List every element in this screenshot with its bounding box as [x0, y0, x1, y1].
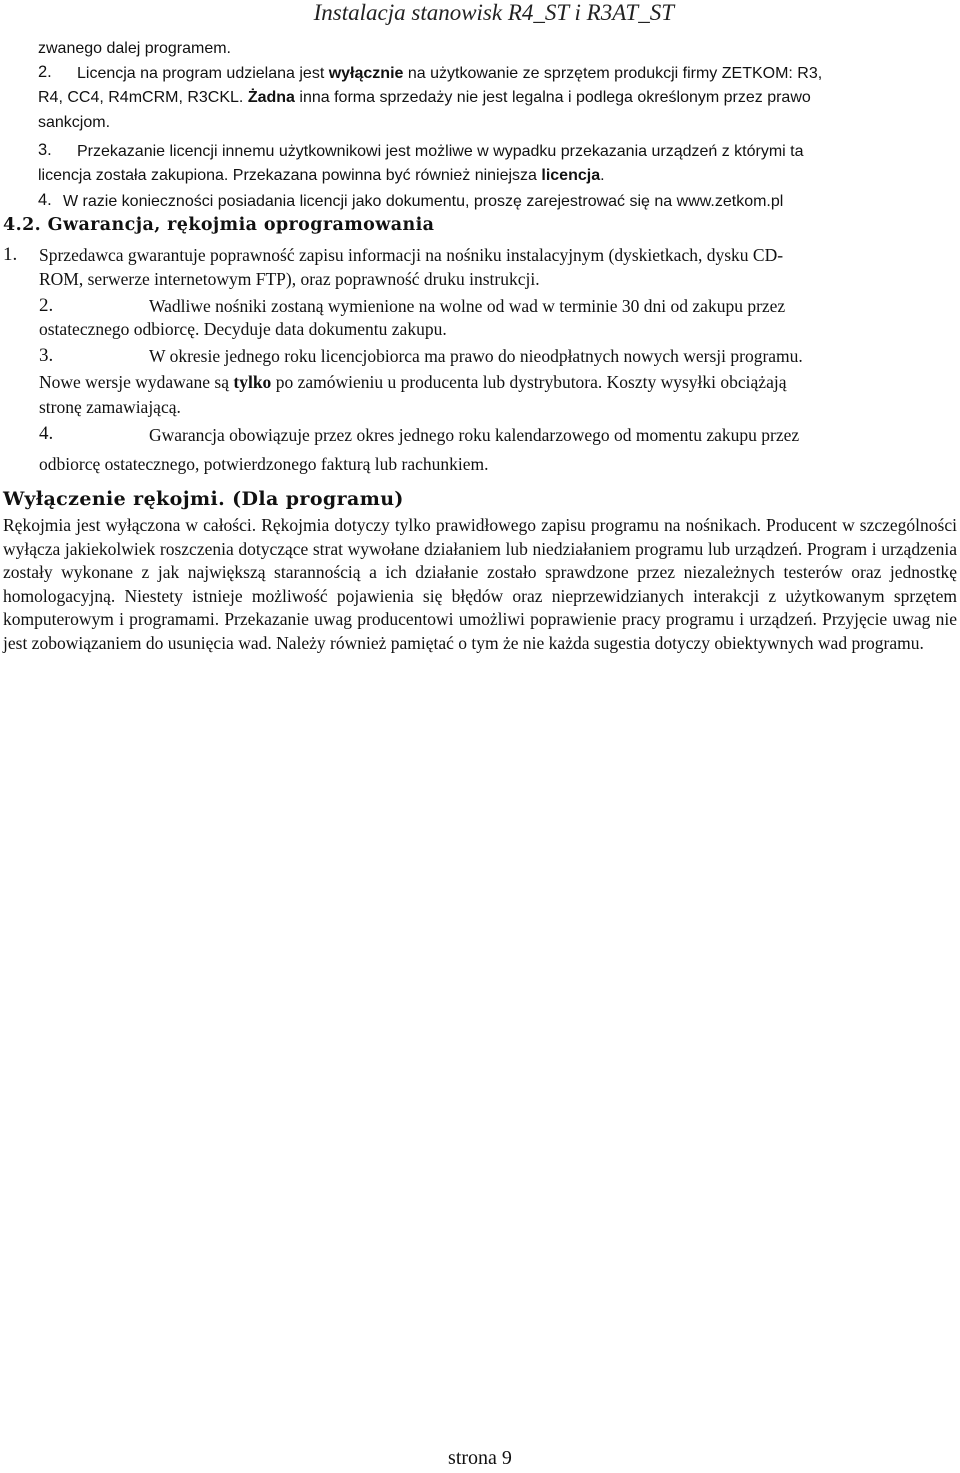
list-item-line: Gwarancja obowiązuje przez okres jednego roku kalendarzowego od momentu zakupu przez: [149, 425, 800, 445]
item-number: 4.: [38, 191, 52, 209]
list-item-line: sankcjom.: [38, 114, 111, 131]
exclusion-paragraph: Rękojmia jest wyłączona w całości. Rękojmia dotyczy tylko prawidłowego zapisu programu na nośnikach. Producent w szczególności wyłącza jakiekolwiek roszczenia dotyczące strat wywołane działaniem lub niedziałaniem programu lub urządzeń. Program i urządzenia zostały wykonane z jak największą starannością a ich działanie zostało sprawdzone przez niezależnych testerów oraz jednostkę homologacyjną. Niestety istnieje możliwość pojawienia się błędów oraz nieprzewidzianych interakcji z użytkowanym sprzętem komputerowym i programami. Przekazanie uwag producentowi umożliwi poprawienie pracy programu i urządzeń. Przyjęcie uwag nie jest zobowiązaniem do usunięcia wad. Należy również pamiętać o tym że nie każda sugestia dotyczy obiektywnych wad programu.: [3, 515, 957, 653]
list-item-line: Przekazanie licencji innemu użytkownikowi jest możliwe w wypadku przekazania urządzeń z którymi ta: [77, 143, 804, 160]
list-item-line: Licencja na program udzielana jest wyłącznie na użytkowanie ze sprzętem produkcji firmy ZETKOM: R3,: [77, 65, 823, 82]
list-item-line: Sprzedawca gwarantuje poprawność zapisu informacji na nośniku instalacyjnym (dyskietkach, dysku CD-: [39, 245, 784, 265]
item-number: 3.: [38, 141, 52, 159]
list-item-line: odbiorcę ostatecznego, potwierdzonego fakturą lub rachunkiem.: [39, 454, 489, 474]
item-number: 2.: [38, 63, 52, 81]
page-header-title: Instalacja stanowisk R4_ST i R3AT_ST: [313, 0, 674, 25]
list-item-line: Wadliwe nośniki zostaną wymienione na wolne od wad w terminie 30 dni od zakupu przez: [149, 296, 786, 316]
section-heading: 4.2. Gwarancja, rękojmia oprogramowania: [3, 215, 435, 235]
list-item-line: W okresie jednego roku licencjobiorca ma prawo do nieodpłatnych nowych wersji programu.: [149, 346, 803, 366]
list-item-line: Nowe wersje wydawane są tylko po zamówieniu u producenta lub dystrybutora. Koszty wysyłki obciążają: [39, 372, 787, 392]
list-item-line: R4, CC4, R4mCRM, R3CKL. Żadna inna forma sprzedaży nie jest legalna i podlega określonym przez prawo: [38, 89, 811, 106]
list-item-line: W razie konieczności posiadania licencji jako dokumentu, proszę zarejestrować się na www.zetkom.pl: [63, 193, 784, 210]
page-number: strona 9: [448, 1447, 512, 1469]
list-item-line: ostatecznego odbiorcę. Decyduje data dokumentu zakupu.: [39, 319, 447, 339]
section-heading: Wyłączenie rękojmi. (Dla programu): [3, 488, 404, 510]
list-item-line: licencja została zakupiona. Przekazana powinna być również niniejsza licencja.: [38, 167, 605, 184]
item-number: 3.: [39, 345, 54, 366]
list-item-line: stronę zamawiającą.: [39, 397, 181, 417]
continuation-text: zwanego dalej programem.: [38, 40, 231, 57]
item-number: 1.: [3, 244, 18, 265]
list-item-line: ROM, serwerze internetowym FTP), oraz poprawność druku instrukcji.: [39, 269, 540, 289]
item-number: 4.: [39, 423, 54, 444]
item-number: 2.: [39, 295, 54, 316]
